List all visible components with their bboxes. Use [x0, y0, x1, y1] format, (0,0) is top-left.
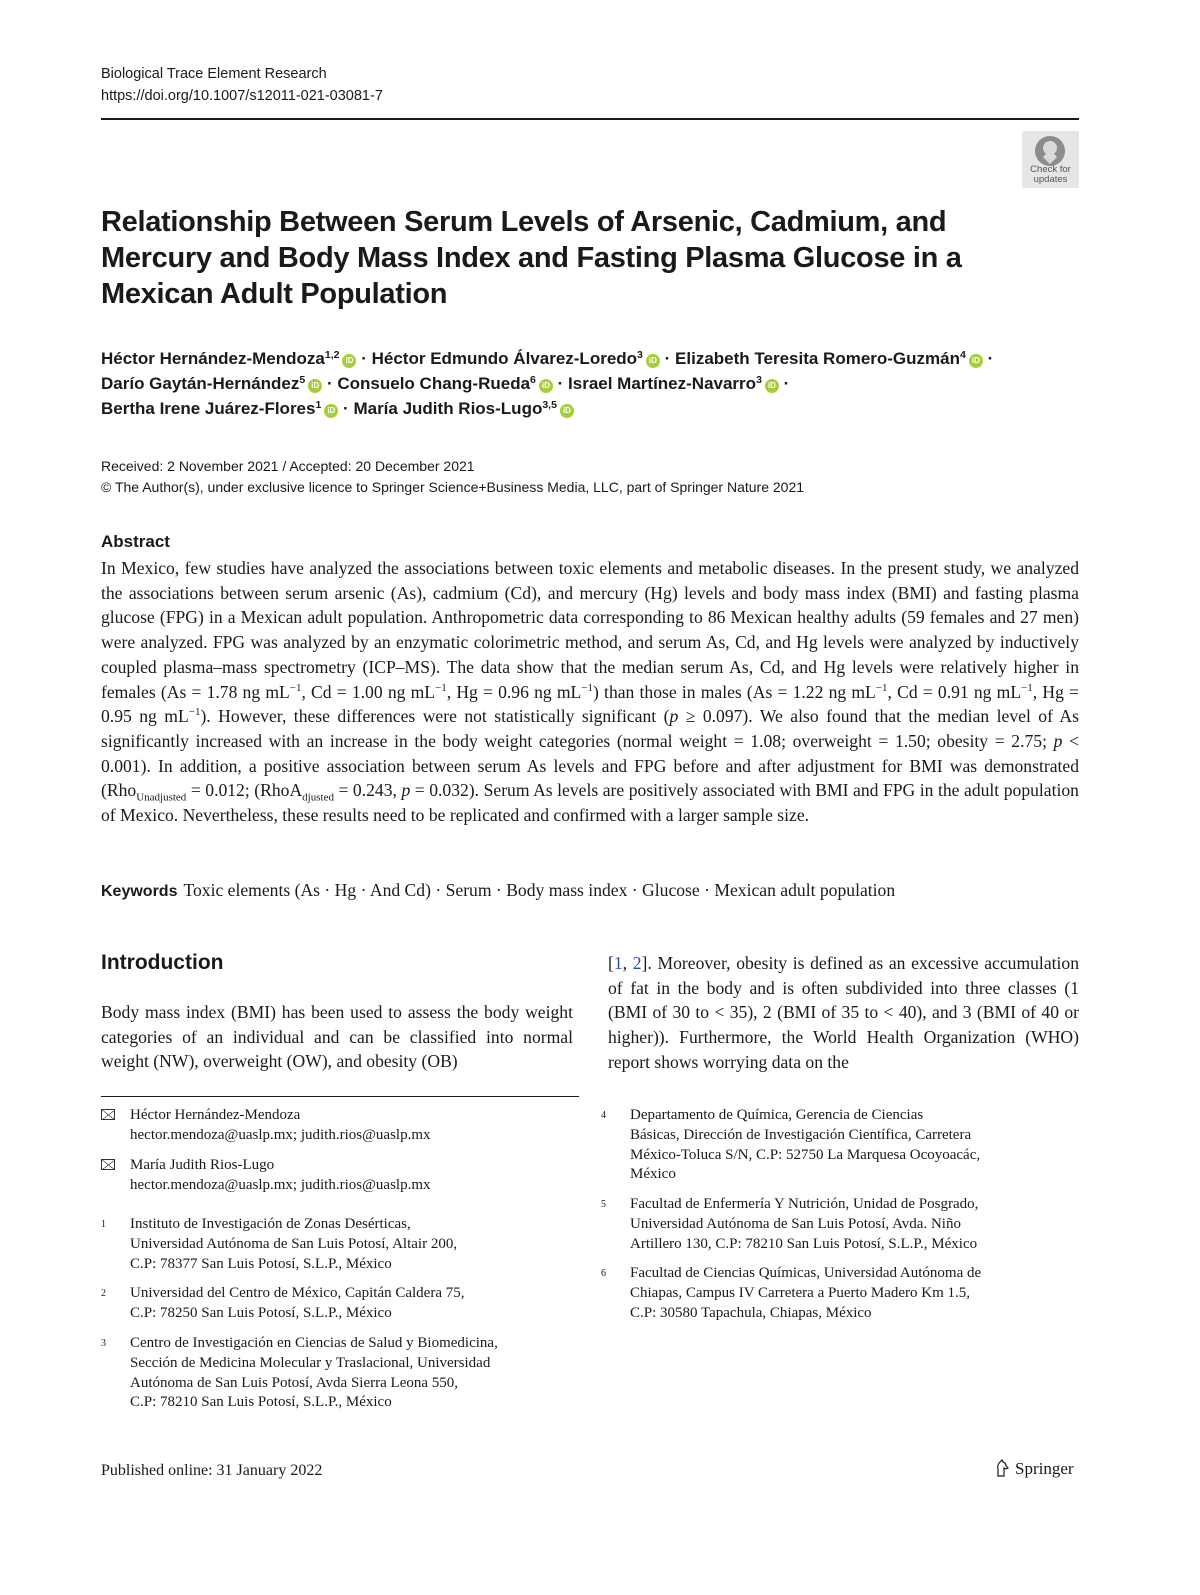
author-separator: ·: [326, 374, 333, 393]
author[interactable]: Consuelo Chang-Rueda$^6$ iD: [337, 374, 553, 393]
author-separator: ·: [783, 374, 790, 393]
article-title: Relationship Between Serum Levels of Arsenic, Cadmium, and Mercury and Body Mass Index and Fasting Plasma Glucose in a Mexican Adult Population: [101, 206, 962, 310]
abstract-heading: Abstract: [101, 532, 170, 551]
affiliation: 4 Departamento de Química, Gerencia de Ciencias Básicas, Dirección de Investigación Científica, Carretera México-Toluca S/N, C.P: 52750 La Marquesa Ocoyoacác, México: [601, 1107, 981, 1183]
author-separator: ·: [987, 349, 994, 368]
author[interactable]: Héctor Edmundo Álvarez-Loredo$^3$ iD: [372, 349, 660, 368]
orcid-icon[interactable]: iD: [646, 354, 660, 368]
email-link[interactable]: hector.mendoza@uaslp.mx; judith.rios@uaslp.mx: [130, 1176, 431, 1193]
keywords-label: Keywords: [101, 883, 178, 900]
orcid-icon[interactable]: iD: [308, 379, 322, 393]
journal-name: Biological Trace Element Research: [101, 66, 327, 82]
check-updates-label: Check for updates: [1030, 164, 1071, 185]
received-accepted: Received: 2 November 2021 / Accepted: 20 December 2021: [101, 458, 475, 474]
affiliation: 3 Centro de Investigación en Ciencias de Salud y Biomedicina, Sección de Medicina Molecular y Traslacional, Universidad Autónoma de San Luis Potosí, Avda Sierra Leona 550, C.P: 78210 San Luis Potosí, S.L.P., México: [101, 1335, 498, 1411]
author[interactable]: María Judith Rios-Lugo$^{3,5}$ iD: [353, 399, 574, 418]
published-online-date: Published online: 31 January 2022: [101, 1462, 323, 1479]
affiliation: 6 Facultad de Ciencias Químicas, Universidad Autónoma de Chiapas, Campus IV Carretera a Puerto Madero Km 1.5, C.P: 30580 Tapachula, Chiapas, México: [601, 1265, 982, 1321]
orcid-icon[interactable]: iD: [560, 404, 574, 418]
author-separator: ·: [361, 349, 367, 368]
author[interactable]: Bertha Irene Juárez-Flores$^1$ iD: [101, 399, 338, 418]
orcid-icon[interactable]: iD: [539, 379, 553, 393]
introduction-column-2: [1, 2]. Moreover, obesity is defined as an excessive accumulation of fat in the body and is often subdivided into three classes (1 (BMI of 30 to < 35), 2 (BMI of 35 to < 40), and 3 (BMI of 40 or higher)). Furthermore, the World Health Organization (WHO) report shows worrying data on the: [608, 953, 1079, 1072]
orcid-icon[interactable]: iD: [342, 354, 356, 368]
author[interactable]: Darío Gaytán-Hernández$^5$ iD: [101, 374, 322, 393]
author-separator: ·: [557, 374, 564, 393]
email-link[interactable]: hector.mendoza@uaslp.mx; judith.rios@uaslp.mx: [130, 1126, 431, 1143]
crossmark-icon: [1035, 136, 1065, 166]
affiliation: 5 Facultad de Enfermería Y Nutrición, Unidad de Posgrado, Universidad Autónoma de San Luis Potosí, Avda. Niño Artillero 130, C.P: 78210 San Luis Potosí, S.L.P., México: [601, 1196, 979, 1252]
author-separator: ·: [664, 349, 671, 368]
header-rule: [101, 118, 1079, 120]
abstract-text: In Mexico, few studies have analyzed the associations between toxic elements and metabolic diseases. In the present study, we analyzed the associations between serum arsenic (As), cadmium (Cd), and mercury (Hg) levels and body mass index (BMI) and fasting plasma glucose (FPG) in a Mexican adult population. Anthropometric data corresponding to 86 Mexican healthy adults (59 females and 27 men) were analyzed. FPG was analyzed by an enzymatic colorimetric method, and serum As, Cd, and Hg levels were analyzed by inductively coupled plasma–mass spectrometry (ICP–MS). The data show that the median serum As, Cd, and Hg levels were relatively higher in females (As = 1.78 ng $mL^{-1}$, Cd = 1.00 ng $mL^{-1}$, Hg = 0.96 ng $mL^{-1}$) than those in males (As = 1.22 ng $mL^{-1}$, Cd = 0.91 ng $mL^{-1}$, Hg = 0.95 ng $mL^{-1}$). However, these differences were not statistically significant (p ≥ 0.097). We also found that the median level of As significantly increased with an increase in the body weight categories (normal weight = 1.08; overweight = 1.50; obesity = 2.75; p < 0.001). In addition, a positive association between serum As levels and FPG before and after adjustment for BMI was demonstrated (Rho$_{Unadjusted}$ = 0.012; (RhoA$_{djusted}$ = 0.243, p = 0.032). Serum As levels are positively associated with BMI and FPG in the adult population of Mexico. Nevertheless, these results need to be replicated and confirmed with a larger sample size.: [101, 558, 1080, 826]
author-list: [101, 346, 1081, 421]
check-for-updates-badge[interactable]: [1022, 131, 1079, 188]
introduction-heading: Introduction: [101, 951, 224, 974]
copyright-notice: © The Author(s), under exclusive licence to Springer Science+Business Media, LLC, part of Springer Nature 2021: [101, 479, 805, 495]
journal-header: [101, 63, 383, 107]
springer-horse-icon: [994, 1459, 1010, 1477]
corresponding-author: Héctor Hernández-Mendoza hector.mendoza@uaslp.mx; judith.rios@uaslp.mx: [130, 1106, 431, 1146]
citation-link[interactable]: 2: [632, 953, 642, 973]
author-separator: ·: [343, 399, 349, 418]
introduction-column-1: Body mass index (BMI) has been used to assess the body weight categories of an individual and can be classified into normal weight (NW), overweight (OW), and obesity (OB): [101, 1002, 573, 1072]
orcid-icon[interactable]: iD: [324, 404, 338, 418]
publisher-logo[interactable]: Springer: [994, 1458, 1074, 1480]
affiliation: 2 Universidad del Centro de México, Capitán Caldera 75, C.P: 78250 San Luis Potosí, S.L.P., México: [101, 1285, 465, 1321]
envelope-icon: [101, 1109, 115, 1120]
affiliation: 1 Instituto de Investigación de Zonas Desérticas, Universidad Autónoma de San Luis Potosí, Altair 200, C.P: 78377 San Luis Potosí, S.L.P., México: [101, 1216, 458, 1272]
article-dates: [101, 456, 804, 498]
keywords: [101, 878, 1079, 904]
author[interactable]: Héctor Hernández-Mendoza$^{1,2}$ iD: [101, 349, 356, 368]
author[interactable]: Elizabeth Teresita Romero-Guzmán$^4$ iD: [675, 349, 983, 368]
orcid-icon[interactable]: iD: [969, 354, 983, 368]
corresponding-author: María Judith Rios-Lugo hector.mendoza@uaslp.mx; judith.rios@uaslp.mx: [130, 1156, 431, 1196]
author[interactable]: Israel Martínez-Navarro$^3$ iD: [568, 374, 779, 393]
footnote-rule: [101, 1096, 579, 1097]
orcid-icon[interactable]: iD: [765, 379, 779, 393]
keywords-list: Toxic elements (As · Hg · And Cd) · Serum · Body mass index · Glucose · Mexican adult population: [183, 880, 896, 900]
doi-link[interactable]: https://doi.org/10.1007/s12011-021-03081-7: [101, 88, 383, 104]
citation-link[interactable]: 1: [613, 953, 623, 973]
envelope-icon: [101, 1159, 115, 1170]
